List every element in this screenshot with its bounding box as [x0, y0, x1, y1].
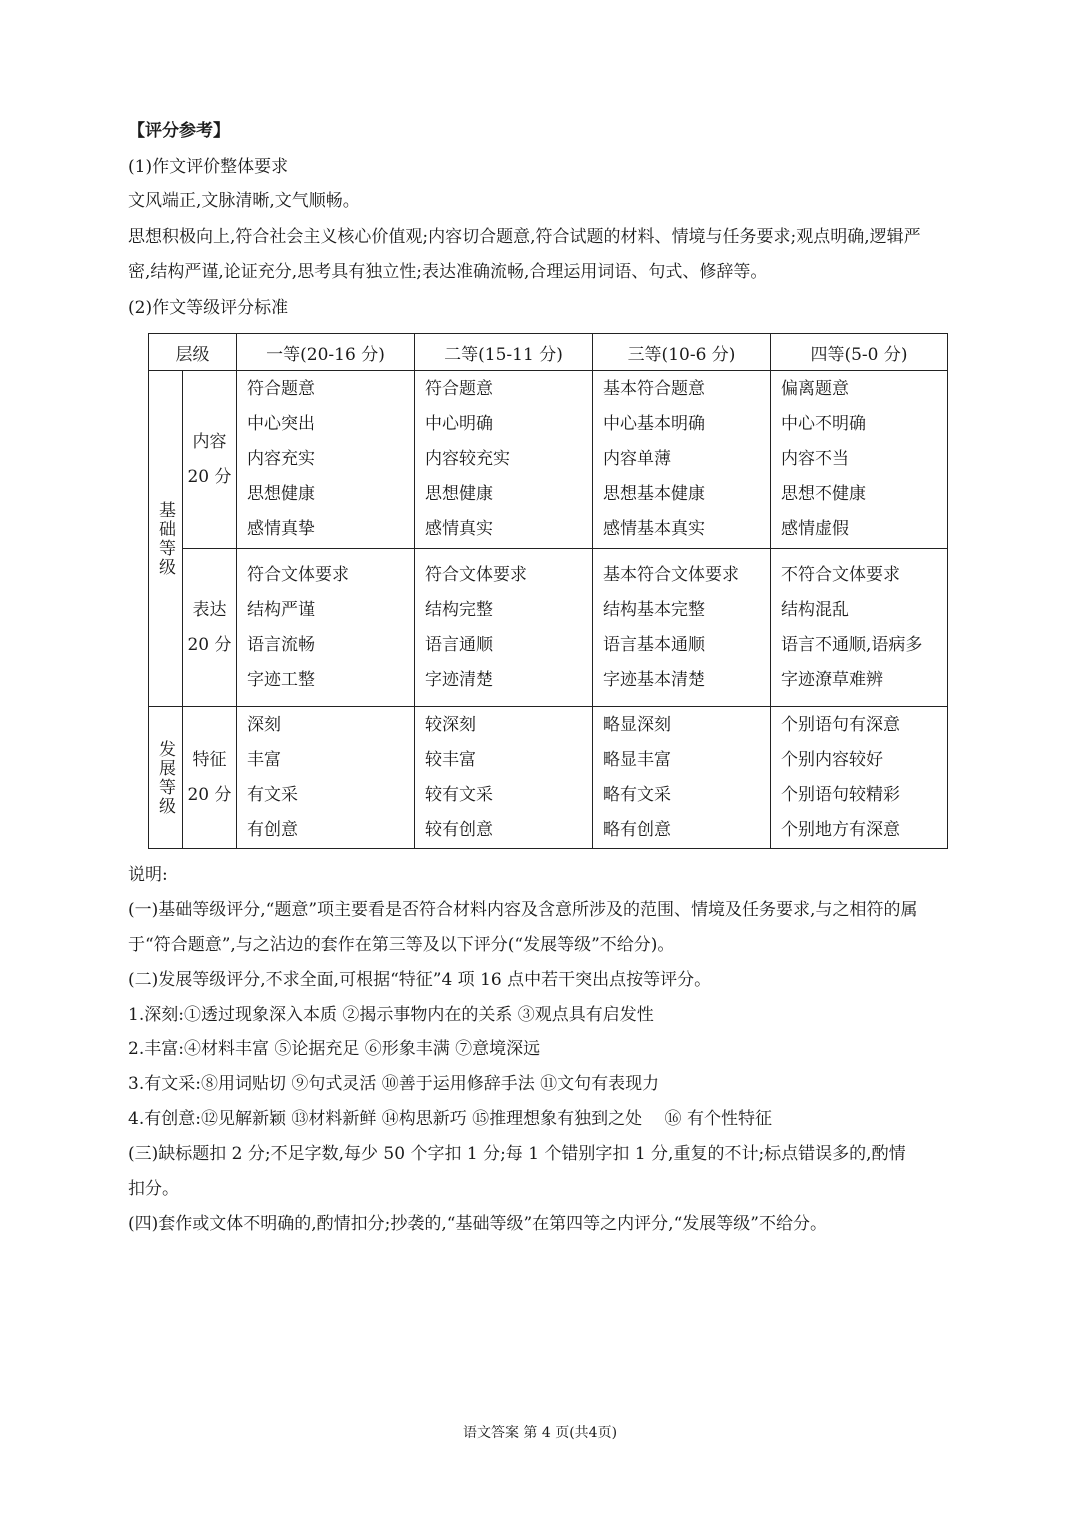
content-grade-2: 符合题意 中心明确 内容较充实 思想健康 感情真实 — [415, 371, 593, 549]
section-heading: 【评分参考】 — [128, 121, 230, 141]
section1-title: (1)作文评价整体要求 — [128, 157, 289, 177]
section1-line3: 密,结构严谨,论证充分,思考具有独立性;表达准确流畅,合理运用词语、句式、修辞等。 — [128, 262, 768, 282]
point-1: 1.深刻:①透过现象深入本质 ②揭示事物内在的关系 ③观点具有启发性 — [128, 1005, 654, 1025]
header-grade-4: 四等(5-0 分) — [771, 334, 948, 371]
table-header-row — [149, 334, 948, 371]
expression-grade-4: 不符合文体要求 结构混乱 语言不通顺,语病多 字迹潦草难辨 — [771, 549, 948, 707]
note-3-line1: (三)缺标题扣 2 分;不足字数,每少 50 个字扣 1 分;每 1 个错别字扣 1 分,重复的不计;标点错误多的,酌情 — [128, 1144, 906, 1164]
content-label: 内容 20 分 — [183, 371, 237, 549]
note-1-line2: 于“符合题意”,与之沾边的套作在第三等及以下评分(“发展等级”不给分)。 — [128, 935, 675, 955]
feature-grade-1: 深刻 丰富 有文采 有创意 — [237, 707, 415, 849]
point-2: 2.丰富:④材料丰富 ⑤论据充足 ⑥形象丰满 ⑦意境深远 — [128, 1039, 541, 1059]
note-2: (二)发展等级评分,不求全面,可根据“特征”4 项 16 点中若干突出点按等评分。 — [128, 970, 712, 990]
note-3-line2: 扣分。 — [128, 1179, 179, 1199]
table-row-content — [149, 371, 948, 549]
table-row-expression — [149, 549, 948, 707]
expression-grade-3: 基本符合文体要求 结构基本完整 语言基本通顺 字迹基本清楚 — [593, 549, 771, 707]
basic-level-label: 基础等级 — [149, 371, 183, 707]
point-4: 4.有创意:⑫见解新颖 ⑬材料新鲜 ⑭构思新巧 ⑮推理想象有独到之处 ⑯ 有个性特征 — [128, 1109, 772, 1129]
note-1-line1: (一)基础等级评分,“题意”项主要看是否符合材料内容及含意所涉及的范围、情境及任务要求,与之相符的属 — [128, 900, 918, 920]
expression-grade-1: 符合文体要求 结构严谨 语言流畅 字迹工整 — [237, 549, 415, 707]
notes-title: 说明: — [128, 865, 168, 885]
development-level-label: 发展等级 — [149, 707, 183, 849]
feature-grade-4: 个别语句有深意 个别内容较好 个别语句较精彩 个别地方有深意 — [771, 707, 948, 849]
feature-grade-3: 略显深刻 略显丰富 略有文采 略有创意 — [593, 707, 771, 849]
section1-line1: 文风端正,文脉清晰,文气顺畅。 — [128, 191, 360, 211]
point-3: 3.有文采:⑧用词贴切 ⑨句式灵活 ⑩善于运用修辞手法 ⑪文句有表现力 — [128, 1074, 660, 1094]
feature-label: 特征 20 分 — [183, 707, 237, 849]
content-grade-1: 符合题意 中心突出 内容充实 思想健康 感情真挚 — [237, 371, 415, 549]
content-grade-4: 偏离题意 中心不明确 内容不当 思想不健康 感情虚假 — [771, 371, 948, 549]
expression-label: 表达 20 分 — [183, 549, 237, 707]
header-grade-3: 三等(10-6 分) — [593, 334, 771, 371]
header-grade-2: 二等(15-11 分) — [415, 334, 593, 371]
page-footer: 语文答案 第 4 页(共4页) — [462, 1425, 618, 1441]
section1-line2: 思想积极向上,符合社会主义核心价值观;内容切合题意,符合试题的材料、情境与任务要求;观点明确,逻辑严 — [128, 227, 921, 247]
content-grade-3: 基本符合题意 中心基本明确 内容单薄 思想基本健康 感情基本真实 — [593, 371, 771, 549]
section2-title: (2)作文等级评分标准 — [128, 298, 289, 318]
note-4: (四)套作或文体不明确的,酌情扣分;抄袭的,“基础等级”在第四等之内评分,“发展等级”不给分。 — [128, 1214, 827, 1234]
feature-grade-2: 较深刻 较丰富 较有文采 较有创意 — [415, 707, 593, 849]
table-row-feature — [149, 707, 948, 849]
expression-grade-2: 符合文体要求 结构完整 语言通顺 字迹清楚 — [415, 549, 593, 707]
grading-table — [148, 333, 948, 849]
header-grade-1: 一等(20-16 分) — [237, 334, 415, 371]
header-level: 层级 — [149, 334, 237, 371]
